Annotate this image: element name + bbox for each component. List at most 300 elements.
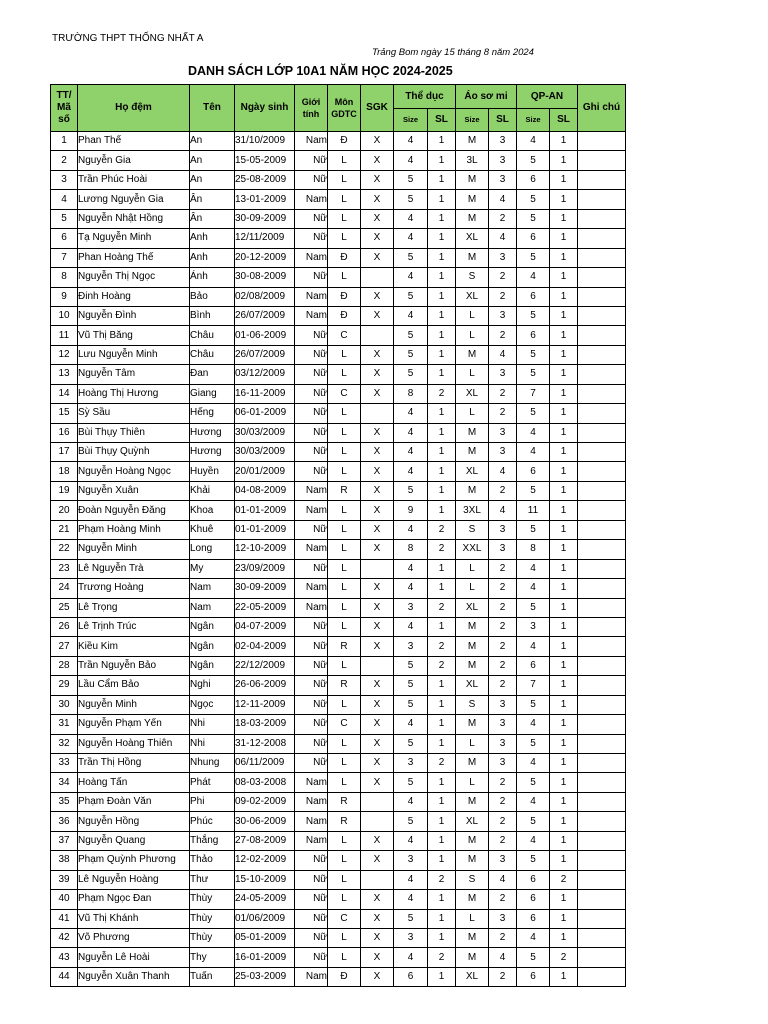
ao-so-mi-size-cell: M [456, 792, 489, 811]
sgk-cell: X [361, 734, 394, 753]
table-row [51, 754, 626, 773]
gioi-tinh-cell: Nữ [295, 209, 328, 228]
ngay-sinh-cell: 12-11-2009 [235, 695, 295, 714]
ngay-sinh-cell: 27-08-2009 [235, 831, 295, 850]
ghi-chu-cell [578, 365, 626, 384]
qp-an-sl-cell: 1 [550, 579, 578, 598]
ho-dem-cell: Kiều Kim [78, 637, 190, 656]
qp-an-sl-cell: 1 [550, 851, 578, 870]
header-tt: TT/ Mã số [51, 85, 78, 132]
ngay-sinh-cell: 18-03-2009 [235, 715, 295, 734]
ao-so-mi-size-cell: M [456, 928, 489, 947]
ao-so-mi-size-cell: L [456, 365, 489, 384]
ten-cell: Nhi [190, 734, 235, 753]
ao-so-mi-sl-cell: 4 [489, 948, 517, 967]
mon-gdtc-cell: L [328, 598, 361, 617]
table-row [51, 617, 626, 636]
the-duc-sl-cell: 2 [428, 656, 456, 675]
ho-dem-cell: Lê Nguyễn Trà [78, 559, 190, 578]
table-row [51, 831, 626, 850]
gioi-tinh-cell: Nữ [295, 404, 328, 423]
sgk-cell: X [361, 598, 394, 617]
qp-an-size-cell: 4 [517, 715, 550, 734]
ao-so-mi-size-cell: M [456, 831, 489, 850]
dateline: Trảng Bom ngày 15 tháng 8 năm 2024 [372, 47, 534, 58]
sgk-cell: X [361, 967, 394, 986]
sgk-cell: X [361, 695, 394, 714]
table-row [51, 384, 626, 403]
ao-so-mi-size-cell: S [456, 520, 489, 539]
ao-so-mi-sl-cell: 2 [489, 676, 517, 695]
ao-so-mi-sl-cell: 2 [489, 384, 517, 403]
ho-dem-cell: Nguyễn Đình [78, 306, 190, 325]
ao-so-mi-sl-cell: 3 [489, 132, 517, 151]
qp-an-size-cell: 5 [517, 404, 550, 423]
the-duc-size-cell: 4 [394, 423, 428, 442]
ho-dem-cell: Võ Phương [78, 928, 190, 947]
table-row [51, 598, 626, 617]
the-duc-size-cell: 5 [394, 345, 428, 364]
ao-so-mi-size-cell: M [456, 754, 489, 773]
qp-an-size-cell: 5 [517, 695, 550, 714]
ghi-chu-cell [578, 812, 626, 831]
qp-an-size-cell: 6 [517, 170, 550, 189]
table-row [51, 851, 626, 870]
mon-gdtc-cell: L [328, 209, 361, 228]
qp-an-size-cell: 5 [517, 520, 550, 539]
the-duc-size-cell: 6 [394, 967, 428, 986]
gioi-tinh-cell: Nữ [295, 754, 328, 773]
table-row [51, 792, 626, 811]
ngay-sinh-cell: 09-02-2009 [235, 792, 295, 811]
sgk-cell: X [361, 540, 394, 559]
ngay-sinh-cell: 13-01-2009 [235, 190, 295, 209]
sgk-cell: X [361, 365, 394, 384]
mon-gdtc-cell: Đ [328, 132, 361, 151]
qp-an-sl-cell: 1 [550, 248, 578, 267]
tt-cell: 33 [51, 754, 78, 773]
the-duc-sl-cell: 1 [428, 209, 456, 228]
header-ao-so-mi: Áo sơ mi [456, 85, 517, 109]
qp-an-sl-cell: 2 [550, 948, 578, 967]
ho-dem-cell: Nguyễn Gia [78, 151, 190, 170]
gioi-tinh-cell: Nam [295, 248, 328, 267]
ho-dem-cell: Nguyễn Lê Hoài [78, 948, 190, 967]
ho-dem-cell: Nguyễn Hoàng Thiên [78, 734, 190, 753]
tt-cell: 9 [51, 287, 78, 306]
ten-cell: Bình [190, 306, 235, 325]
gioi-tinh-cell: Nữ [295, 151, 328, 170]
mon-gdtc-cell: L [328, 656, 361, 675]
mon-gdtc-cell: L [328, 462, 361, 481]
sgk-cell: X [361, 345, 394, 364]
ngay-sinh-cell: 12-02-2009 [235, 851, 295, 870]
qp-an-sl-cell: 1 [550, 268, 578, 287]
ho-dem-cell: Lầu Cẩm Bảo [78, 676, 190, 695]
ao-so-mi-sl-cell: 2 [489, 209, 517, 228]
tt-cell: 25 [51, 598, 78, 617]
ngay-sinh-cell: 01-06-2009 [235, 326, 295, 345]
ten-cell: Thùy [190, 890, 235, 909]
qp-an-size-cell: 6 [517, 967, 550, 986]
qp-an-size-cell: 6 [517, 656, 550, 675]
ao-so-mi-sl-cell: 3 [489, 715, 517, 734]
ao-so-mi-sl-cell: 2 [489, 481, 517, 500]
ao-so-mi-sl-cell: 2 [489, 967, 517, 986]
the-duc-sl-cell: 1 [428, 812, 456, 831]
qp-an-sl-cell: 1 [550, 170, 578, 189]
ngay-sinh-cell: 16-11-2009 [235, 384, 295, 403]
ten-cell: Nghi [190, 676, 235, 695]
ao-so-mi-size-cell: M [456, 190, 489, 209]
ngay-sinh-cell: 25-08-2009 [235, 170, 295, 189]
ao-so-mi-sl-cell: 2 [489, 773, 517, 792]
sgk-cell: X [361, 132, 394, 151]
qp-an-sl-cell: 1 [550, 967, 578, 986]
qp-an-size-cell: 5 [517, 151, 550, 170]
gioi-tinh-cell: Nữ [295, 695, 328, 714]
the-duc-sl-cell: 1 [428, 676, 456, 695]
ao-so-mi-size-cell: L [456, 734, 489, 753]
sgk-cell [361, 559, 394, 578]
gioi-tinh-cell: Nam [295, 598, 328, 617]
ngay-sinh-cell: 20/01/2009 [235, 462, 295, 481]
gioi-tinh-cell: Nữ [295, 948, 328, 967]
mon-gdtc-cell: L [328, 695, 361, 714]
mon-gdtc-cell: L [328, 404, 361, 423]
table-row [51, 151, 626, 170]
tt-cell: 37 [51, 831, 78, 850]
ao-so-mi-sl-cell: 3 [489, 540, 517, 559]
mon-gdtc-cell: R [328, 792, 361, 811]
ho-dem-cell: Nguyễn Xuân Thanh [78, 967, 190, 986]
header-ho-dem: Họ đệm [78, 85, 190, 132]
table-row [51, 268, 626, 287]
ho-dem-cell: Nguyễn Minh [78, 540, 190, 559]
ngay-sinh-cell: 30-08-2009 [235, 268, 295, 287]
ten-cell: Khoa [190, 501, 235, 520]
ao-so-mi-size-cell: M [456, 345, 489, 364]
ten-cell: Châu [190, 345, 235, 364]
ao-so-mi-size-cell: M [456, 637, 489, 656]
table-row [51, 967, 626, 986]
the-duc-size-cell: 5 [394, 695, 428, 714]
the-duc-size-cell: 5 [394, 365, 428, 384]
table-row [51, 579, 626, 598]
ao-so-mi-size-cell: XL [456, 229, 489, 248]
qp-an-size-cell: 4 [517, 132, 550, 151]
table-row [51, 345, 626, 364]
the-duc-size-cell: 3 [394, 637, 428, 656]
ao-so-mi-sl-cell: 2 [489, 812, 517, 831]
ao-so-mi-size-cell: S [456, 695, 489, 714]
ao-so-mi-size-cell: M [456, 423, 489, 442]
qp-an-sl-cell: 1 [550, 443, 578, 462]
ten-cell: My [190, 559, 235, 578]
qp-an-size-cell: 5 [517, 190, 550, 209]
the-duc-sl-cell: 1 [428, 734, 456, 753]
tt-cell: 20 [51, 501, 78, 520]
sgk-cell: X [361, 151, 394, 170]
the-duc-size-cell: 3 [394, 598, 428, 617]
the-duc-sl-cell: 1 [428, 268, 456, 287]
ao-so-mi-size-cell: M [456, 209, 489, 228]
ao-so-mi-sl-cell: 3 [489, 365, 517, 384]
qp-an-sl-cell: 1 [550, 715, 578, 734]
tt-cell: 10 [51, 306, 78, 325]
ten-cell: Thy [190, 948, 235, 967]
the-duc-size-cell: 5 [394, 170, 428, 189]
ten-cell: Thùy [190, 928, 235, 947]
the-duc-sl-cell: 1 [428, 190, 456, 209]
gioi-tinh-cell: Nữ [295, 229, 328, 248]
school-name: TRƯỜNG THPT THỐNG NHẤT A [52, 33, 204, 44]
sgk-cell: X [361, 384, 394, 403]
ao-so-mi-size-cell: S [456, 870, 489, 889]
mon-gdtc-cell: C [328, 326, 361, 345]
gioi-tinh-cell: Nữ [295, 423, 328, 442]
qp-an-sl-cell: 1 [550, 501, 578, 520]
header-the-duc-sl: SL [428, 109, 456, 132]
ten-cell: Ngân [190, 637, 235, 656]
ngay-sinh-cell: 30/03/2009 [235, 423, 295, 442]
gioi-tinh-cell: Nam [295, 501, 328, 520]
ten-cell: Hếng [190, 404, 235, 423]
ao-so-mi-sl-cell: 3 [489, 170, 517, 189]
qp-an-size-cell: 4 [517, 637, 550, 656]
the-duc-size-cell: 5 [394, 190, 428, 209]
the-duc-size-cell: 4 [394, 520, 428, 539]
sgk-cell: X [361, 306, 394, 325]
qp-an-size-cell: 4 [517, 928, 550, 947]
mon-gdtc-cell: L [328, 773, 361, 792]
qp-an-size-cell: 5 [517, 481, 550, 500]
ghi-chu-cell [578, 792, 626, 811]
ao-so-mi-size-cell: L [456, 559, 489, 578]
the-duc-size-cell: 4 [394, 132, 428, 151]
roster-body [51, 132, 626, 987]
ngay-sinh-cell: 15-10-2009 [235, 870, 295, 889]
qp-an-sl-cell: 1 [550, 676, 578, 695]
ghi-chu-cell [578, 229, 626, 248]
qp-an-sl-cell: 1 [550, 326, 578, 345]
ao-so-mi-sl-cell: 2 [489, 656, 517, 675]
the-duc-size-cell: 5 [394, 812, 428, 831]
mon-gdtc-cell: L [328, 617, 361, 636]
mon-gdtc-cell: Đ [328, 248, 361, 267]
ngay-sinh-cell: 26/07/2009 [235, 345, 295, 364]
table-row [51, 462, 626, 481]
qp-an-size-cell: 5 [517, 773, 550, 792]
table-row [51, 170, 626, 189]
tt-cell: 17 [51, 443, 78, 462]
mon-gdtc-cell: L [328, 151, 361, 170]
ten-cell: Nam [190, 579, 235, 598]
ngay-sinh-cell: 22/12/2009 [235, 656, 295, 675]
ao-so-mi-sl-cell: 3 [489, 248, 517, 267]
mon-gdtc-cell: L [328, 520, 361, 539]
ten-cell: Anh [190, 248, 235, 267]
ghi-chu-cell [578, 501, 626, 520]
tt-cell: 4 [51, 190, 78, 209]
mon-gdtc-cell: L [328, 170, 361, 189]
mon-gdtc-cell: L [328, 851, 361, 870]
qp-an-size-cell: 4 [517, 268, 550, 287]
qp-an-size-cell: 5 [517, 812, 550, 831]
ngay-sinh-cell: 12/11/2009 [235, 229, 295, 248]
qp-an-sl-cell: 1 [550, 617, 578, 636]
ten-cell: Phúc [190, 812, 235, 831]
table-row [51, 909, 626, 928]
tt-cell: 14 [51, 384, 78, 403]
sgk-cell: X [361, 676, 394, 695]
ao-so-mi-size-cell: 3L [456, 151, 489, 170]
qp-an-size-cell: 7 [517, 676, 550, 695]
ten-cell: Ngọc [190, 695, 235, 714]
the-duc-size-cell: 4 [394, 404, 428, 423]
mon-gdtc-cell: L [328, 734, 361, 753]
ao-so-mi-size-cell: L [456, 773, 489, 792]
ghi-chu-cell [578, 384, 626, 403]
mon-gdtc-cell: C [328, 909, 361, 928]
mon-gdtc-cell: L [328, 870, 361, 889]
mon-gdtc-cell: L [328, 365, 361, 384]
ghi-chu-cell [578, 287, 626, 306]
qp-an-sl-cell: 1 [550, 773, 578, 792]
table-row [51, 501, 626, 520]
the-duc-size-cell: 4 [394, 209, 428, 228]
ngay-sinh-cell: 06/11/2009 [235, 754, 295, 773]
ten-cell: Nhi [190, 715, 235, 734]
qp-an-size-cell: 4 [517, 423, 550, 442]
qp-an-sl-cell: 1 [550, 190, 578, 209]
header-ten: Tên [190, 85, 235, 132]
header-the-duc: Thể dục [394, 85, 456, 109]
ao-so-mi-sl-cell: 2 [489, 617, 517, 636]
sgk-cell: X [361, 754, 394, 773]
gioi-tinh-cell: Nam [295, 190, 328, 209]
header-gioi-tinh: Giới tính [295, 85, 328, 132]
class-roster-table [50, 84, 626, 987]
ngay-sinh-cell: 30-09-2009 [235, 579, 295, 598]
tt-cell: 31 [51, 715, 78, 734]
ao-so-mi-sl-cell: 3 [489, 306, 517, 325]
tt-cell: 13 [51, 365, 78, 384]
sgk-cell: X [361, 209, 394, 228]
the-duc-sl-cell: 2 [428, 520, 456, 539]
ao-so-mi-size-cell: L [456, 326, 489, 345]
gioi-tinh-cell: Nữ [295, 559, 328, 578]
ghi-chu-cell [578, 248, 626, 267]
header-qp-an: QP-AN [517, 85, 578, 109]
ghi-chu-cell [578, 831, 626, 850]
mon-gdtc-cell: L [328, 948, 361, 967]
gioi-tinh-cell: Nam [295, 132, 328, 151]
the-duc-sl-cell: 1 [428, 715, 456, 734]
qp-an-size-cell: 4 [517, 559, 550, 578]
tt-cell: 22 [51, 540, 78, 559]
mon-gdtc-cell: L [328, 540, 361, 559]
ho-dem-cell: Lê Trọng [78, 598, 190, 617]
qp-an-sl-cell: 1 [550, 287, 578, 306]
the-duc-size-cell: 5 [394, 287, 428, 306]
ngay-sinh-cell: 04-07-2009 [235, 617, 295, 636]
sgk-cell: X [361, 248, 394, 267]
the-duc-sl-cell: 1 [428, 365, 456, 384]
qp-an-size-cell: 8 [517, 540, 550, 559]
tt-cell: 30 [51, 695, 78, 714]
qp-an-size-cell: 4 [517, 579, 550, 598]
ten-cell: Thư [190, 870, 235, 889]
ao-so-mi-sl-cell: 3 [489, 851, 517, 870]
sgk-cell [361, 326, 394, 345]
ho-dem-cell: Trương Hoàng [78, 579, 190, 598]
ao-so-mi-size-cell: L [456, 306, 489, 325]
table-row [51, 948, 626, 967]
the-duc-sl-cell: 1 [428, 831, 456, 850]
ao-so-mi-sl-cell: 3 [489, 734, 517, 753]
ghi-chu-cell [578, 851, 626, 870]
ho-dem-cell: Phạm Hoàng Minh [78, 520, 190, 539]
ao-so-mi-size-cell: M [456, 617, 489, 636]
ao-so-mi-size-cell: L [456, 579, 489, 598]
gioi-tinh-cell: Nữ [295, 734, 328, 753]
ten-cell: Thảo [190, 851, 235, 870]
tt-cell: 32 [51, 734, 78, 753]
ghi-chu-cell [578, 928, 626, 947]
tt-cell: 3 [51, 170, 78, 189]
gioi-tinh-cell: Nữ [295, 676, 328, 695]
sgk-cell: X [361, 229, 394, 248]
qp-an-size-cell: 5 [517, 851, 550, 870]
ngay-sinh-cell: 06-01-2009 [235, 404, 295, 423]
gioi-tinh-cell: Nữ [295, 170, 328, 189]
header-mon-gdtc: Môn GDTC [328, 85, 361, 132]
ten-cell: Phi [190, 792, 235, 811]
ao-so-mi-sl-cell: 4 [489, 501, 517, 520]
ho-dem-cell: Nguyễn Thị Ngọc [78, 268, 190, 287]
tt-cell: 26 [51, 617, 78, 636]
qp-an-size-cell: 7 [517, 384, 550, 403]
ghi-chu-cell [578, 540, 626, 559]
sgk-cell [361, 870, 394, 889]
the-duc-sl-cell: 1 [428, 287, 456, 306]
ho-dem-cell: Hoàng Tấn [78, 773, 190, 792]
sgk-cell [361, 268, 394, 287]
ten-cell: Ngân [190, 617, 235, 636]
qp-an-size-cell: 11 [517, 501, 550, 520]
tt-cell: 34 [51, 773, 78, 792]
ho-dem-cell: Nguyễn Phạm Yến [78, 715, 190, 734]
gioi-tinh-cell: Nữ [295, 520, 328, 539]
the-duc-size-cell: 4 [394, 617, 428, 636]
qp-an-size-cell: 5 [517, 734, 550, 753]
ten-cell: Ánh [190, 268, 235, 287]
ho-dem-cell: Sỳ Sầu [78, 404, 190, 423]
the-duc-size-cell: 4 [394, 268, 428, 287]
the-duc-sl-cell: 1 [428, 170, 456, 189]
the-duc-size-cell: 4 [394, 579, 428, 598]
the-duc-sl-cell: 1 [428, 967, 456, 986]
mon-gdtc-cell: L [328, 443, 361, 462]
ghi-chu-cell [578, 345, 626, 364]
ghi-chu-cell [578, 967, 626, 986]
ghi-chu-cell [578, 170, 626, 189]
the-duc-sl-cell: 1 [428, 326, 456, 345]
the-duc-size-cell: 4 [394, 870, 428, 889]
table-row [51, 248, 626, 267]
ho-dem-cell: Phan Hoàng Thế [78, 248, 190, 267]
